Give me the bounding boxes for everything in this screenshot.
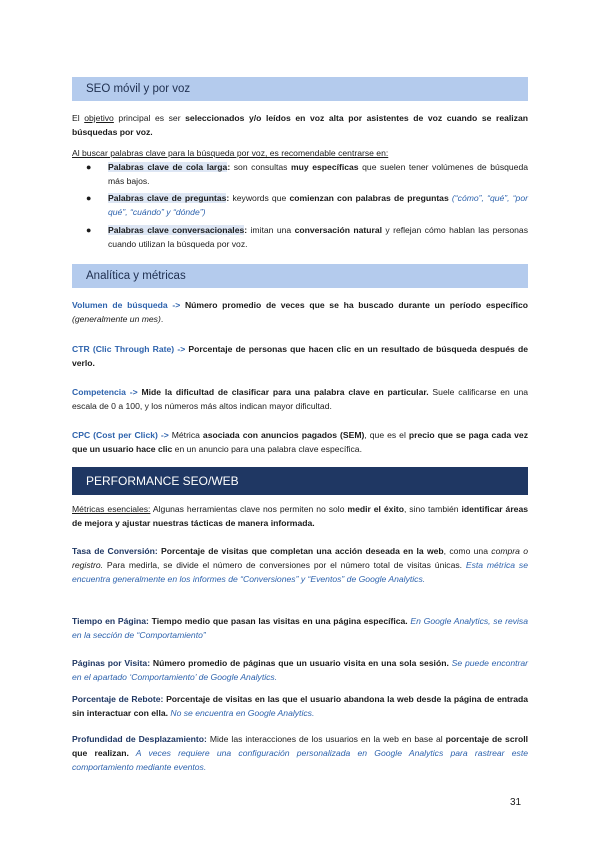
text: El — [72, 113, 85, 123]
text: principal es ser — [113, 113, 186, 123]
text: , sino también — [403, 504, 462, 514]
metric-volumen — [72, 298, 528, 326]
text: imitan una — [247, 225, 295, 235]
text: y reflejan cómo hablan las personas cuando utilizan la búsqueda por voz. — [108, 225, 528, 249]
page-number: 31 — [510, 797, 522, 808]
text-underlined: objetivo — [84, 113, 114, 123]
lead-text: Al buscar palabras clave para la búsqueda por voz, es recomendable centrarse en: — [72, 148, 389, 158]
text-italic-blue: (“cómo”, “qué”, “por qué”, “cuándo” y “dónde”) — [108, 193, 528, 217]
item-label: Palabras clave de preguntas — [108, 193, 227, 203]
text-bold: porcentaje de scroll que realizan. — [72, 734, 528, 758]
metric-rebote — [72, 692, 528, 720]
analytics-note: En Google Analytics, se revisa en la sección de “Comportamiento” — [72, 616, 529, 640]
item-label: Palabras clave de cola larga — [108, 162, 228, 172]
metric-cpc — [72, 428, 528, 456]
metric-ctr — [72, 342, 528, 370]
text: . — [160, 314, 164, 324]
section-title: PERFORMANCE SEO/WEB — [86, 474, 239, 488]
item-colon: : — [244, 225, 248, 235]
metric-term: Competencia -> — [72, 387, 138, 397]
list-item — [72, 160, 528, 188]
item-colon: : — [227, 162, 231, 172]
text: son consultas — [230, 162, 292, 172]
text-bold: Porcentaje de visitas que completan una acción deseada en la web — [157, 546, 444, 556]
text-bold: Número promedio de páginas que un usuario visita en una sola sesión. — [150, 658, 449, 668]
lead-paragraph — [72, 146, 528, 160]
text-bold: muy específicas — [291, 162, 359, 172]
text-bold: precio que se paga cada vez que un usuario hace clic — [72, 430, 528, 454]
text: Para medirla, se divide el número de conversiones por el número total de visitas únicas. — [103, 560, 463, 570]
item-colon: : — [226, 193, 230, 203]
section-heading-seo-movil — [72, 77, 528, 101]
bullet-icon: ● — [86, 225, 92, 235]
text-italic: (generalmente un mes) — [72, 314, 161, 324]
metric-tiempo-pagina — [72, 614, 528, 642]
text-bold: Número promedio de veces que se ha buscado durante un período específico — [180, 300, 528, 310]
metric-competencia — [72, 385, 528, 413]
text-bold: asociada con anuncios pagados (SEM) — [202, 430, 365, 440]
bullet-icon: ● — [86, 162, 92, 172]
metric-term: Porcentaje de Rebote: — [72, 694, 164, 704]
text: Métrica — [168, 430, 203, 440]
metric-term: CPC (Cost per Click) -> — [72, 430, 169, 440]
text-italic: compra o registro. — [72, 546, 529, 570]
essential-metrics-paragraph — [72, 502, 528, 530]
section-heading-analitica — [72, 264, 528, 288]
metric-term: Tasa de Conversión: — [72, 546, 158, 556]
metric-term: Profundidad de Desplazamiento: — [72, 734, 207, 744]
text-bold: Porcentaje de personas que hacen clic en un resultado de búsqueda después de verlo. — [72, 344, 529, 368]
section-title: Analítica y métricas — [86, 270, 186, 282]
metric-term: Páginas por Visita: — [72, 658, 151, 668]
list-item — [72, 223, 528, 251]
text-bold: Mide la dificultad de clasificar para una palabra clave en particular. — [137, 387, 429, 397]
analytics-note: No se encuentra en Google Analytics. — [168, 708, 315, 718]
text: que suelen tener volúmenes de búsqueda más bajos. — [108, 162, 529, 186]
text: , que es el — [364, 430, 409, 440]
text-bold: Tiempo medio que pasan las visitas en una página específica. — [148, 616, 408, 626]
text-bold: Porcentaje de visitas en las que el usuario abandona la web desde la página de entrada sin interactuar con ella. — [72, 694, 529, 718]
metric-desplazamiento — [72, 732, 528, 774]
text-bold: medir el éxito — [347, 504, 404, 514]
voice-keyword-list — [72, 160, 528, 251]
section-title: SEO móvil y por voz — [86, 83, 191, 95]
objective-paragraph — [72, 111, 528, 139]
text: en un anuncio para una palabra clave específica. — [172, 444, 362, 454]
text: Mide las interacciones de los usuarios en la web en base al — [206, 734, 446, 744]
bullet-icon: ● — [86, 193, 92, 203]
metric-term: Volumen de búsqueda -> — [72, 300, 181, 310]
list-item — [72, 191, 528, 219]
text: keywords que — [229, 193, 290, 203]
text: Algunas herramientas clave nos permiten no solo — [150, 504, 348, 514]
text-bold: seleccionados y/o leídos en voz alta por asistentes de voz cuando se realizan búsquedas por voz. — [72, 113, 528, 137]
text-underlined: Métricas esenciales: — [72, 504, 151, 514]
metric-term: CTR (Clic Through Rate) -> — [72, 344, 186, 354]
metric-term: Tiempo en Página: — [72, 616, 149, 626]
text-bold: identificar áreas de mejora y ajustar nuestras tácticas de manera informada. — [72, 504, 529, 528]
analytics-note: A veces requiere una configuración personalizada en Google Analytics para rastrear este comportamiento mediante eventos. — [72, 748, 528, 772]
text-bold: comienzan con palabras de preguntas — [289, 193, 449, 203]
analytics-note: Se puede encontrar en el apartado ‘Comportamiento’ de Google Analytics. — [72, 658, 528, 682]
metric-paginas-visita — [72, 656, 528, 684]
section-heading-performance — [72, 467, 528, 495]
analytics-note: Esta métrica se encuentra generalmente en los informes de “Conversiones” y “Eventos” de Google Analytics. — [72, 560, 528, 584]
text: , como una — [443, 546, 492, 556]
text-bold: conversación natural — [294, 225, 383, 235]
item-label: Palabras clave conversacionales — [108, 225, 245, 235]
text: Suele calificarse en una escala de 0 a 100, y los números más altos indican mayor dificultad. — [72, 387, 528, 411]
metric-conversion — [72, 544, 528, 586]
